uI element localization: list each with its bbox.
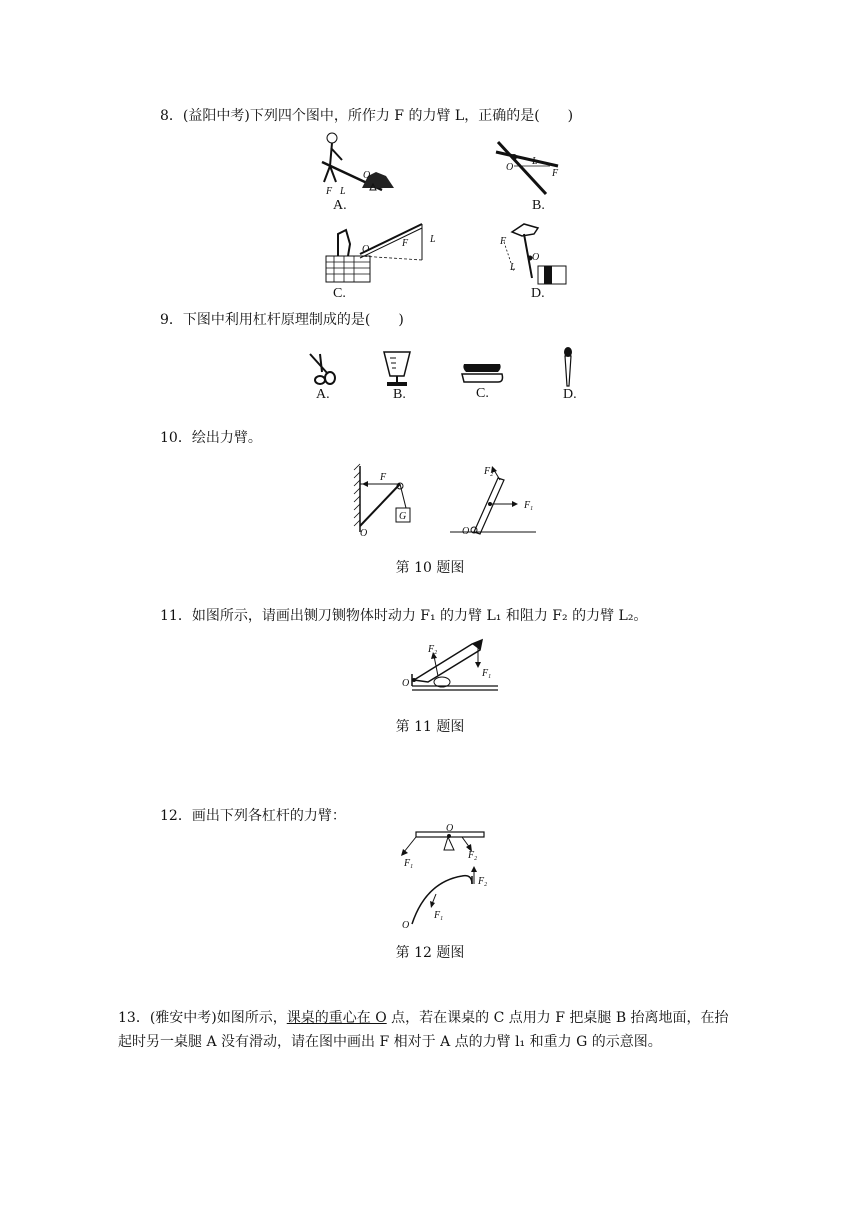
svg-text:L: L (340, 186, 346, 197)
svg-text:L: L (430, 234, 436, 245)
fig11-label-f2: $F_2$ (428, 644, 438, 656)
fig12-label-f1b: $F_1$ (434, 910, 444, 922)
fig10-label-f: F (380, 472, 387, 483)
fig11-label-f1: $F_1$ (482, 668, 492, 680)
svg-text:O: O (362, 244, 370, 255)
figure-8d (494, 220, 568, 286)
option-9a: A. (316, 387, 330, 402)
figure-10 (350, 462, 540, 538)
question-12-text: 12．画出下列各杠杆的力臂： (160, 808, 346, 824)
fig12-label-o1: O (446, 823, 454, 834)
fig10-label-o1: O (360, 528, 368, 539)
option-9c: C. (476, 386, 489, 401)
question-9-text: 9．下图中利用杠杆原理制成的是( ) (160, 312, 404, 328)
fig10-label-f2: $F_2$ (484, 466, 494, 478)
fig12-label-f1: $F_1$ (404, 858, 414, 870)
question-13-text (118, 1006, 738, 1054)
figure-9c-stapler (460, 360, 504, 384)
svg-text:F: F (552, 168, 559, 179)
q13-underlined: 课桌的重心在 O (286, 1010, 387, 1026)
option-9b: B. (393, 387, 406, 402)
option-8b: B. (532, 198, 545, 213)
question-10-text: 10．绘出力臂。 (160, 430, 262, 446)
figure-8c (320, 220, 438, 286)
svg-text:O: O (363, 170, 371, 181)
question-11-text: 11．如图所示，请画出铡刀铡物体时动力 F₁ 的力臂 L₁ 和阻力 F₂ 的力臂 L₂。 (160, 608, 648, 624)
figure-8b (494, 140, 566, 196)
caption-11: 第 11 题图 (395, 719, 465, 735)
option-8d: D. (531, 286, 545, 301)
fig10-label-o2: O (462, 526, 470, 537)
fig12-label-f2: $F_2$ (468, 850, 478, 862)
figure-9d-brush (560, 346, 576, 388)
figure-11 (398, 636, 502, 694)
svg-text:F: F (326, 186, 333, 197)
fig12-label-f2b: $F_2$ (478, 876, 488, 888)
option-8a: A. (333, 198, 347, 213)
q13-prefix: 13．(雅安中考)如图所示， (118, 1010, 287, 1026)
fig12-label-o2: O (402, 920, 410, 931)
svg-text:F: F (500, 236, 507, 247)
svg-text:F: F (402, 238, 409, 249)
fig11-label-o: O (402, 678, 410, 689)
svg-text:L: L (510, 262, 516, 273)
svg-text:L: L (532, 156, 538, 167)
q13-suffix: 点，若在课桌的 C 点用力 F 把桌腿 B 抬离地面，在抬起时另一桌腿 A 没有滑动，请在图中画出 F 相对于 A 点的力臂 l₁ 和重力 G 的示意图。 (118, 1010, 729, 1050)
fig10-label-f1: $F_1$ (524, 500, 534, 512)
caption-12: 第 12 题图 (395, 945, 465, 961)
figure-9a-scissors (306, 352, 340, 386)
fig10-label-g: G (399, 511, 407, 522)
option-9d: D. (563, 387, 577, 402)
option-8c: C. (333, 286, 346, 301)
svg-text:O: O (506, 162, 514, 173)
svg-text:O: O (532, 252, 540, 263)
figure-8a (318, 132, 398, 198)
caption-10: 第 10 题图 (395, 560, 465, 576)
question-8-text: 8．(益阳中考)下列四个图中，所作力 F 的力臂 L，正确的是( ) (160, 108, 574, 124)
figure-12 (396, 822, 496, 934)
figure-9b-measuring-cup (382, 350, 412, 388)
